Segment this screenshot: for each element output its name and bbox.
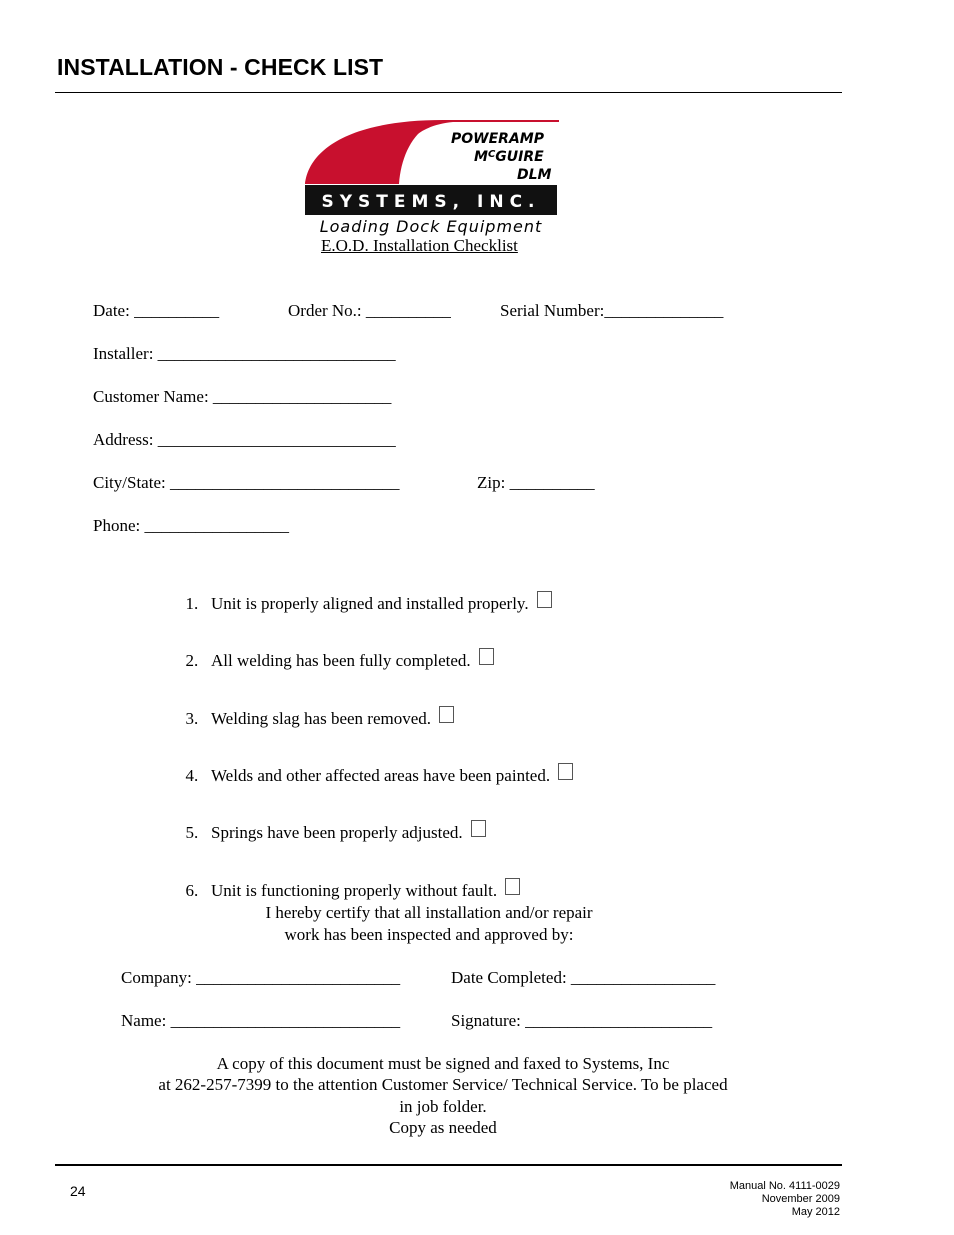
checklist-item: 5. Springs have been properly adjusted. (177, 800, 486, 843)
certify-line2: work has been inspected and approved by: (284, 925, 574, 944)
checkbox[interactable] (558, 763, 573, 780)
manual-number: Manual No. 4111-0029 (729, 1180, 840, 1192)
notice-line3: in job folder. (399, 1097, 487, 1116)
logo-line3: DLM (517, 167, 552, 183)
date-completed-field[interactable]: Date Completed: _________________ (451, 968, 716, 987)
installer-field[interactable]: Installer: ____________________________ (93, 344, 396, 363)
logo-tagline: Loading Dock Equipment (319, 217, 543, 236)
certify-line1: I hereby certify that all installation and/or repair (265, 903, 593, 922)
checkbox[interactable] (505, 878, 520, 895)
order-number-field[interactable]: Order No.: __________ (288, 301, 451, 320)
date-field[interactable]: Date: __________ (93, 301, 220, 320)
checklist-item: 1. Unit is properly aligned and installed properly. (177, 571, 552, 614)
company-logo (303, 118, 559, 236)
checkbox[interactable] (537, 591, 552, 608)
header-rule (55, 92, 842, 93)
checklist-item: 2. All welding has been fully completed. (177, 628, 494, 671)
checklist-item: 6. Unit is functioning properly without fault. (177, 858, 520, 901)
checkbox[interactable] (439, 706, 454, 723)
checklist-item: 4. Welds and other affected areas have been painted. (177, 743, 573, 786)
revision-date-2: May 2012 (791, 1206, 840, 1218)
footer-rule (55, 1164, 842, 1166)
address-field[interactable]: Address: ____________________________ (93, 430, 396, 449)
serial-number-field[interactable]: Serial Number:______________ (500, 301, 724, 320)
customer-name-field[interactable]: Customer Name: _____________________ (93, 387, 392, 406)
form-title: E.O.D. Installation Checklist (321, 236, 518, 255)
checklist-item: 3. Welding slag has been removed. (177, 686, 454, 729)
checkbox[interactable] (479, 648, 494, 665)
svg-text:MCGUIRE: $M^CGUIRE$ (474, 149, 544, 165)
name-field[interactable]: Name: ___________________________ (121, 1011, 401, 1030)
page-number: 24 (70, 1183, 86, 1199)
logo-line1: POWERAMP (451, 131, 544, 147)
notice-line4: Copy as needed (389, 1118, 497, 1137)
phone-field[interactable]: Phone: _________________ (93, 516, 289, 535)
company-field[interactable]: Company: ________________________ (121, 968, 401, 987)
notice-line1: A copy of this document must be signed and faxed to Systems, Inc (216, 1054, 670, 1073)
checkbox[interactable] (471, 820, 486, 837)
logo-bar-text: SYSTEMS, INC. (321, 192, 541, 212)
city-state-field[interactable]: City/State: ___________________________ (93, 473, 400, 492)
signature-field[interactable]: Signature: ______________________ (451, 1011, 713, 1030)
page-title: INSTALLATION - CHECK LIST (57, 54, 384, 80)
revision-date-1: November 2009 (761, 1193, 840, 1205)
zip-field[interactable]: Zip: __________ (477, 473, 595, 492)
notice-line2: at 262-257-7399 to the attention Customer Service/ Technical Service. To be placed (158, 1075, 728, 1094)
